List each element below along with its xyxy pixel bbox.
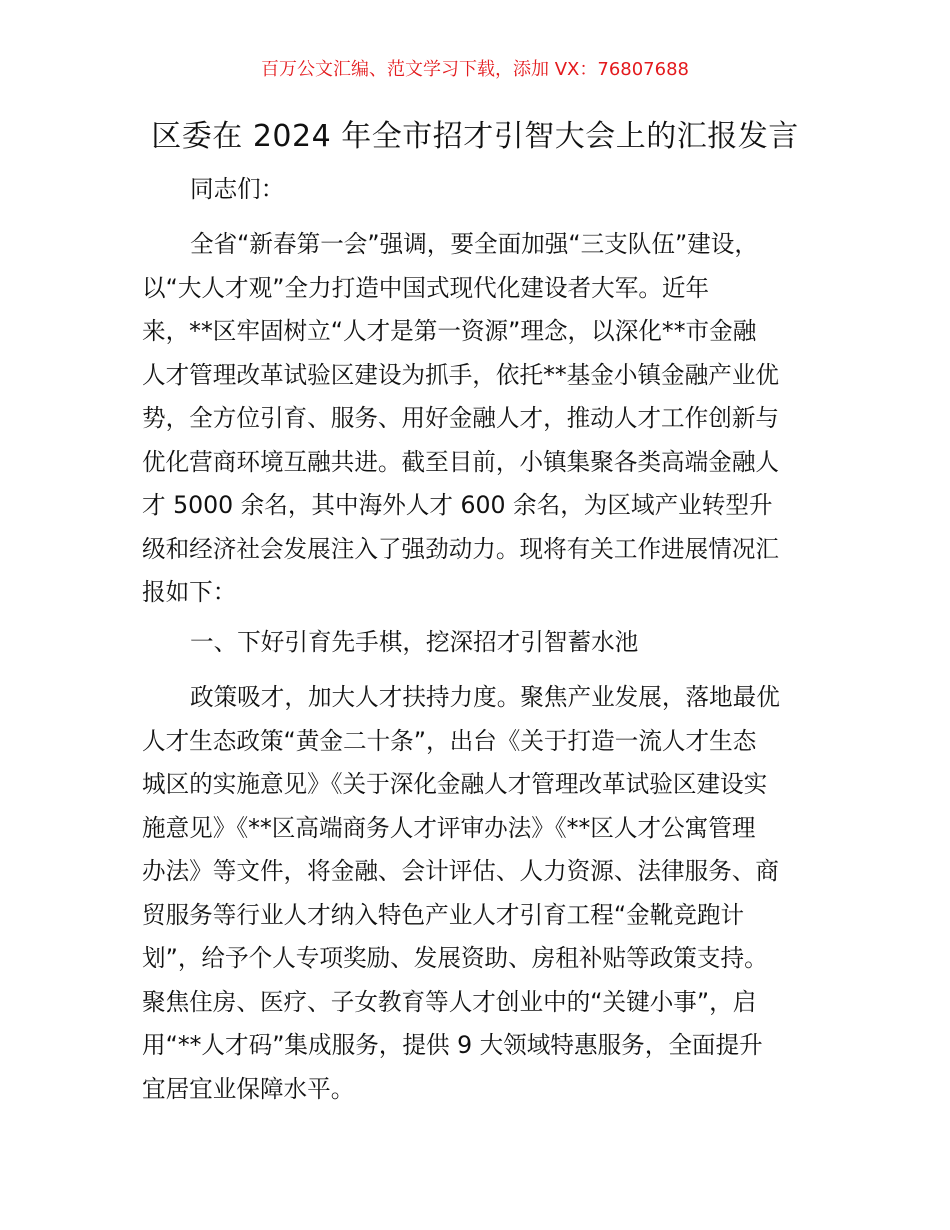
paragraph-line: 划”，给予个人专项奖励、发展资助、房租补贴等政策支持。 (142, 944, 768, 972)
paragraph-line: 宜居宜业保障水平。 (142, 1074, 355, 1103)
paragraph-line: 全省“新春第一会”强调，要全面加强“三支队伍”建设， (190, 230, 758, 258)
section-heading (142, 621, 812, 665)
paragraph-line: 才 5000 余名，其中海外人才 600 余名，为区域产业转型升 (142, 491, 773, 519)
salutation (142, 168, 812, 212)
paragraph-line: 优化营商环境互融共进。截至目前，小镇集聚各类高端金融人 (142, 447, 780, 476)
paragraph-line: 城区的实施意见》《关于深化金融人才管理改革试验区建设实 (142, 770, 768, 798)
paragraph-line: 办法》等文件，将金融、会计评估、人力资源、法律服务、商 (142, 857, 780, 885)
paragraph-line: 来，**区牢固树立“人才是第一资源”理念，以深化**市金融 (142, 317, 757, 345)
paragraph-line: 人才管理改革试验区建设为抓手，依托**基金小镇金融产业优 (142, 360, 780, 389)
paragraph-intro (142, 223, 812, 615)
paragraph-line: 级和经济社会发展注入了强劲动力。现将有关工作进展情况汇 (142, 534, 780, 563)
salutation-text: 同志们： (190, 175, 285, 203)
watermark-header: 百万公文汇编、范文学习下载，添加 VX：76807688 (261, 59, 689, 80)
paragraph-line: 政策吸才，加大人才扶持力度。聚焦产业发展，落地最优 (190, 683, 780, 711)
paragraph-line: 聚焦住房、医疗、子女教育等人才创业中的“关键小事”，启 (142, 987, 757, 1016)
paragraph-line: 施意见》《**区高端商务人才评审办法》《**区人才公寓管理 (142, 813, 756, 842)
paragraph-policy (142, 676, 812, 1111)
paragraph-line: 人才生态政策“黄金二十条”，出台《关于打造一流人才生态 (142, 726, 757, 755)
section-heading-text: 一、下好引育先手棋，挖深招才引智蓄水池 (190, 628, 639, 656)
paragraph-line: 以“大人才观”全力打造中国式现代化建设者大军。近年 (142, 273, 710, 302)
paragraph-line: 贸服务等行业人才纳入特色产业人才引育工程“金靴竞跑计 (142, 900, 745, 929)
document-title: 区委在 2024 年全市招才引智大会上的汇报发言 (151, 119, 799, 154)
paragraph-line: 报如下： (142, 578, 237, 606)
paragraph-line: 用“**人才码”集成服务，提供 9 大领域特惠服务，全面提升 (142, 1031, 763, 1059)
paragraph-line: 势，全方位引育、服务、用好金融人才，推动人才工作创新与 (142, 404, 780, 432)
